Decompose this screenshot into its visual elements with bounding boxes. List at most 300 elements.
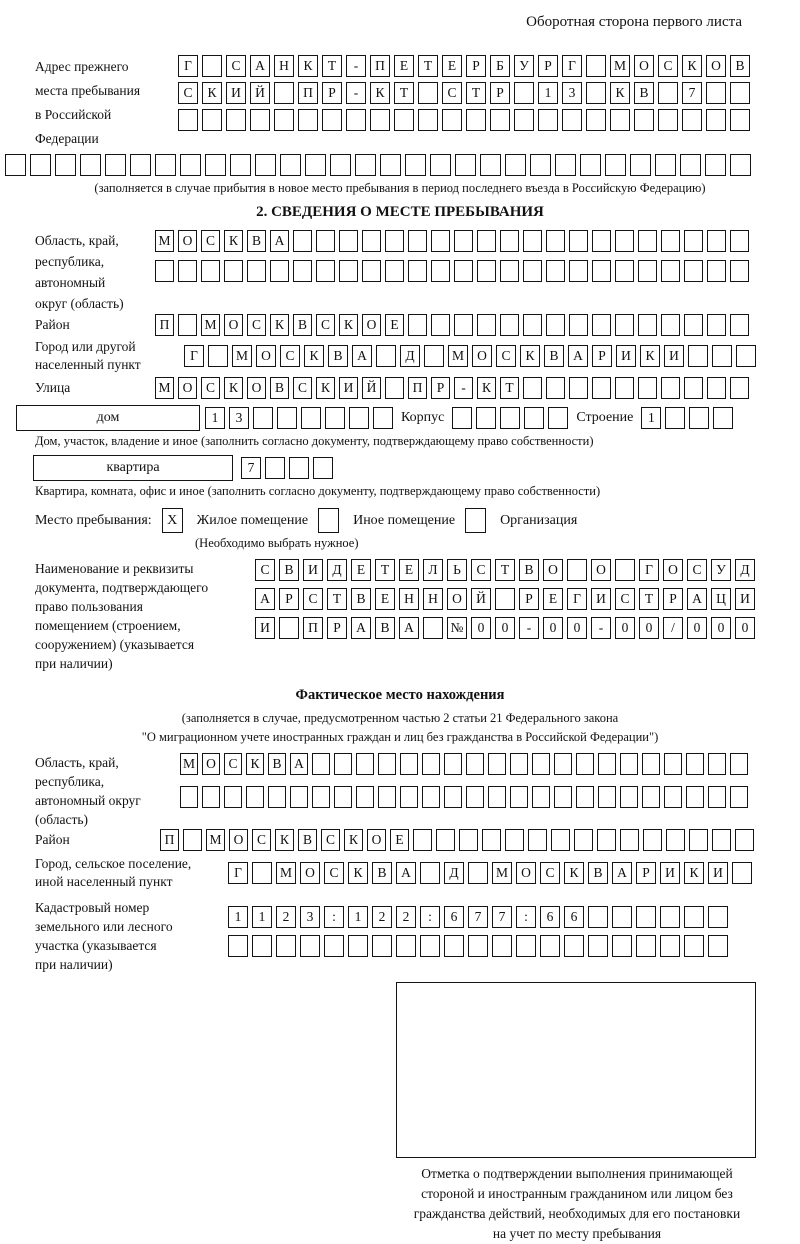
option-zhiloe-label: Жилое помещение xyxy=(196,512,309,528)
char-cell xyxy=(554,753,572,775)
raion-field xyxy=(0,314,800,336)
char-cell xyxy=(293,230,312,252)
char-cell xyxy=(586,82,606,104)
char-cell xyxy=(312,786,330,808)
char-cell: М xyxy=(201,314,220,336)
char-cell xyxy=(480,154,501,176)
char-cell xyxy=(707,260,726,282)
char-cell xyxy=(324,935,344,957)
char-cell xyxy=(356,753,374,775)
ulitsa-field xyxy=(0,377,800,399)
char-cell: В xyxy=(519,559,539,581)
dom-label-box: дом xyxy=(16,405,200,431)
factual-oblast-field xyxy=(0,753,800,829)
oblast-row-1 xyxy=(155,230,749,252)
char-cell xyxy=(488,786,506,808)
stroenie-label: Строение xyxy=(576,410,634,425)
char-cell xyxy=(5,154,26,176)
char-cell: 7 xyxy=(468,906,488,928)
char-cell: О xyxy=(178,230,197,252)
char-cell: О xyxy=(591,559,611,581)
char-cell: С xyxy=(324,862,344,884)
char-cell: - xyxy=(346,55,366,77)
char-cell: К xyxy=(224,377,243,399)
caption-line: "О миграционном учете иностранных граждан и лиц без гражданства в Российской Федерации") xyxy=(141,730,659,744)
char-cell xyxy=(523,260,542,282)
char-cell: М xyxy=(155,377,174,399)
page-side-note: Оборотная сторона первого листа xyxy=(526,14,742,30)
char-cell: К xyxy=(304,345,324,367)
option-inoe-label: Иное помещение xyxy=(353,512,456,528)
char-cell xyxy=(430,154,451,176)
char-cell xyxy=(180,786,198,808)
char-cell xyxy=(713,407,733,429)
char-cell xyxy=(477,314,496,336)
label-line: республика, xyxy=(35,774,105,789)
char-cell xyxy=(313,457,333,479)
label-line: округ (область) xyxy=(35,296,124,311)
char-cell xyxy=(452,407,472,429)
char-cell: У xyxy=(711,559,731,581)
char-cell: А xyxy=(250,55,270,77)
char-cell xyxy=(708,753,726,775)
char-cell xyxy=(255,154,276,176)
char-cell: М xyxy=(180,753,198,775)
char-cell: И xyxy=(303,559,323,581)
char-cell: 1 xyxy=(348,906,368,928)
char-cell xyxy=(615,314,634,336)
char-cell: Й xyxy=(362,377,381,399)
label-line: места пребывания xyxy=(35,83,141,98)
prev-address-row-1 xyxy=(178,55,750,77)
factual-gorod-label xyxy=(0,855,228,891)
char-cell: 0 xyxy=(567,617,587,639)
char-cell xyxy=(665,407,685,429)
label-line: земельного или лесного xyxy=(35,919,173,934)
char-cell xyxy=(316,230,335,252)
char-cell: Е xyxy=(390,829,409,851)
char-cell xyxy=(730,154,751,176)
label-line: участка (указывается xyxy=(35,938,157,953)
stroenie-cells xyxy=(641,407,733,429)
char-cell: 7 xyxy=(682,82,702,104)
char-cell: О xyxy=(447,588,467,610)
ulitsa-label: Улица xyxy=(35,380,71,395)
char-cell xyxy=(252,935,272,957)
document-rows xyxy=(255,559,755,646)
char-cell xyxy=(178,314,197,336)
char-cell: И xyxy=(255,617,275,639)
char-cell xyxy=(638,230,657,252)
char-cell: № xyxy=(447,617,467,639)
char-cell xyxy=(576,753,594,775)
char-cell: Р xyxy=(592,345,612,367)
dom-caption: Дом, участок, владение и иное (заполнить согласно документу, подтверждающему право собственности) xyxy=(35,434,594,448)
char-cell xyxy=(660,935,680,957)
char-cell xyxy=(454,314,473,336)
char-cell: А xyxy=(568,345,588,367)
char-cell xyxy=(682,109,702,131)
char-cell xyxy=(605,154,626,176)
char-cell xyxy=(510,753,528,775)
char-cell: 7 xyxy=(241,457,261,479)
char-cell xyxy=(413,829,432,851)
char-cell: К xyxy=(610,82,630,104)
char-cell xyxy=(312,753,330,775)
char-cell xyxy=(400,786,418,808)
char-cell xyxy=(730,230,749,252)
char-cell: Д xyxy=(735,559,755,581)
oblast-field xyxy=(0,230,800,314)
char-cell xyxy=(638,377,657,399)
char-cell: С xyxy=(178,82,198,104)
char-cell: 1 xyxy=(205,407,225,429)
char-cell xyxy=(664,786,682,808)
oblast-rows xyxy=(155,230,749,290)
char-cell: И xyxy=(226,82,246,104)
char-cell: Д xyxy=(444,862,464,884)
char-cell xyxy=(178,109,198,131)
char-cell: Й xyxy=(471,588,491,610)
char-cell xyxy=(712,345,732,367)
char-cell: Р xyxy=(490,82,510,104)
char-cell: К xyxy=(520,345,540,367)
char-cell xyxy=(630,154,651,176)
char-cell xyxy=(686,753,704,775)
char-cell: Е xyxy=(385,314,404,336)
label-line: при наличии) xyxy=(35,957,113,972)
char-cell xyxy=(436,829,455,851)
char-cell: О xyxy=(663,559,683,581)
checkbox-zhiloe: X xyxy=(162,508,183,533)
caption-line: стороной и иностранным гражданином или лицом без xyxy=(421,1186,733,1201)
char-cell: С xyxy=(201,230,220,252)
char-cell xyxy=(202,55,222,77)
caption-line: (заполняется в случае, предусмотренном частью 2 статьи 21 Федерального закона xyxy=(181,711,619,725)
char-cell xyxy=(708,906,728,928)
char-cell xyxy=(707,377,726,399)
char-cell xyxy=(684,314,703,336)
char-cell xyxy=(454,230,473,252)
char-cell xyxy=(477,230,496,252)
char-cell xyxy=(546,260,565,282)
ulitsa-row xyxy=(155,377,749,399)
char-cell xyxy=(155,154,176,176)
char-cell xyxy=(301,407,321,429)
char-cell xyxy=(707,230,726,252)
label-line: Город или другой xyxy=(35,339,136,354)
prev-address-caption: (заполняется в случае прибытия в новое место пребывания в период последнего въезда в Российскую Федерацию) xyxy=(94,181,706,195)
char-cell: О xyxy=(367,829,386,851)
char-cell xyxy=(224,260,243,282)
char-cell: В xyxy=(351,588,371,610)
char-cell: В xyxy=(588,862,608,884)
char-cell: Р xyxy=(279,588,299,610)
char-cell: П xyxy=(370,55,390,77)
caption-line: на учет по месту пребывания xyxy=(492,1226,662,1241)
char-cell xyxy=(201,260,220,282)
char-cell: 3 xyxy=(229,407,249,429)
char-cell: Г xyxy=(228,862,248,884)
char-cell: К xyxy=(246,753,264,775)
char-cell: В xyxy=(328,345,348,367)
char-cell xyxy=(735,829,754,851)
char-cell xyxy=(500,230,519,252)
char-cell xyxy=(378,786,396,808)
char-cell: А xyxy=(399,617,419,639)
char-cell: К xyxy=(339,314,358,336)
char-cell xyxy=(730,753,748,775)
char-cell xyxy=(495,588,515,610)
char-cell xyxy=(620,786,638,808)
char-cell: О xyxy=(362,314,381,336)
char-cell: С xyxy=(252,829,271,851)
char-cell xyxy=(580,154,601,176)
char-cell: 0 xyxy=(615,617,635,639)
char-cell: О xyxy=(178,377,197,399)
char-cell: М xyxy=(232,345,252,367)
char-cell: 1 xyxy=(252,906,272,928)
char-cell: И xyxy=(591,588,611,610)
char-cell xyxy=(394,109,414,131)
char-cell: 0 xyxy=(735,617,755,639)
prev-address-row-full xyxy=(5,154,800,176)
char-cell: Ь xyxy=(447,559,467,581)
char-cell xyxy=(615,559,635,581)
char-cell xyxy=(523,314,542,336)
korpus-label: Корпус xyxy=(401,410,445,425)
char-cell: 6 xyxy=(540,906,560,928)
document-row-1 xyxy=(255,559,755,581)
prev-address-label xyxy=(0,55,178,151)
char-cell: Р xyxy=(538,55,558,77)
char-cell xyxy=(532,786,550,808)
char-cell xyxy=(444,753,462,775)
char-cell xyxy=(530,154,551,176)
char-cell: В xyxy=(375,617,395,639)
char-cell: Г xyxy=(562,55,582,77)
char-cell xyxy=(661,314,680,336)
char-cell xyxy=(396,935,416,957)
kvartira-caption: Квартира, комната, офис и иное (заполнить согласно документу, подтверждающему право собственности) xyxy=(35,484,601,498)
char-cell: Т xyxy=(500,377,519,399)
char-cell: В xyxy=(247,230,266,252)
oblast-label xyxy=(0,230,155,314)
factual-oblast-row-1 xyxy=(180,753,748,775)
char-cell xyxy=(732,862,752,884)
char-cell xyxy=(276,935,296,957)
char-cell: К xyxy=(202,82,222,104)
char-cell xyxy=(706,82,726,104)
char-cell xyxy=(279,617,299,639)
char-cell: Б xyxy=(490,55,510,77)
char-cell xyxy=(612,906,632,928)
factual-caption xyxy=(0,709,800,747)
char-cell xyxy=(592,377,611,399)
char-cell: : xyxy=(516,906,536,928)
label-line: автономный округ xyxy=(35,793,141,808)
char-cell xyxy=(325,407,345,429)
char-cell: О xyxy=(256,345,276,367)
char-cell: И xyxy=(708,862,728,884)
char-cell xyxy=(339,230,358,252)
char-cell xyxy=(500,314,519,336)
label-line: Адрес прежнего xyxy=(35,59,129,74)
char-cell xyxy=(376,345,396,367)
char-cell: А xyxy=(255,588,275,610)
document-label xyxy=(0,559,255,673)
char-cell xyxy=(444,935,464,957)
char-cell: Е xyxy=(351,559,371,581)
char-cell xyxy=(274,82,294,104)
char-cell xyxy=(378,753,396,775)
char-cell xyxy=(408,230,427,252)
factual-gorod-row xyxy=(228,862,752,884)
char-cell xyxy=(492,935,512,957)
char-cell xyxy=(551,829,570,851)
char-cell xyxy=(736,345,756,367)
char-cell: Е xyxy=(543,588,563,610)
char-cell xyxy=(322,109,342,131)
confirmation-stamp-box xyxy=(396,982,756,1158)
char-cell xyxy=(615,230,634,252)
char-cell xyxy=(689,407,709,429)
char-cell: О xyxy=(543,559,563,581)
char-cell xyxy=(289,457,309,479)
label-line: Наименование и реквизиты xyxy=(35,561,194,576)
char-cell: Е xyxy=(394,55,414,77)
char-cell xyxy=(423,617,443,639)
char-cell xyxy=(305,154,326,176)
char-cell xyxy=(548,407,568,429)
char-cell xyxy=(362,230,381,252)
char-cell: Ц xyxy=(711,588,731,610)
oblast-row-2 xyxy=(155,260,749,282)
char-cell xyxy=(422,753,440,775)
char-cell: А xyxy=(351,617,371,639)
char-cell xyxy=(370,109,390,131)
char-cell: М xyxy=(610,55,630,77)
char-cell xyxy=(569,260,588,282)
char-cell xyxy=(569,314,588,336)
char-cell xyxy=(546,377,565,399)
factual-title: Фактическое место нахождения xyxy=(295,687,505,703)
char-cell xyxy=(514,82,534,104)
prev-address-rows xyxy=(178,55,750,136)
gorod-field xyxy=(0,338,800,374)
kvartira-cells xyxy=(241,457,333,479)
char-cell: Т xyxy=(418,55,438,77)
char-cell xyxy=(688,345,708,367)
char-cell xyxy=(514,109,534,131)
char-cell xyxy=(592,260,611,282)
gorod-label xyxy=(0,338,184,374)
char-cell: А xyxy=(270,230,289,252)
char-cell: 0 xyxy=(687,617,707,639)
char-cell xyxy=(208,345,228,367)
char-cell: П xyxy=(160,829,179,851)
char-cell xyxy=(642,786,660,808)
char-cell xyxy=(405,154,426,176)
char-cell xyxy=(661,377,680,399)
stamp-caption xyxy=(352,1164,800,1244)
char-cell: Т xyxy=(327,588,347,610)
cadastre-field xyxy=(0,898,800,974)
char-cell: К xyxy=(270,314,289,336)
label-line: Город, сельское поселение, xyxy=(35,856,192,871)
char-cell xyxy=(664,753,682,775)
char-cell xyxy=(226,109,246,131)
char-cell: 2 xyxy=(276,906,296,928)
char-cell xyxy=(546,230,565,252)
char-cell xyxy=(468,862,488,884)
char-cell xyxy=(661,230,680,252)
char-cell: К xyxy=(640,345,660,367)
char-cell: - xyxy=(519,617,539,639)
char-cell: О xyxy=(229,829,248,851)
char-cell xyxy=(270,260,289,282)
char-cell: 6 xyxy=(444,906,464,928)
char-cell: А xyxy=(290,753,308,775)
char-cell xyxy=(636,906,656,928)
dom-cells xyxy=(205,407,393,429)
label-line: (область) xyxy=(35,812,89,827)
char-cell: С xyxy=(303,588,323,610)
char-cell xyxy=(178,260,197,282)
char-cell: Г xyxy=(178,55,198,77)
char-cell: Н xyxy=(423,588,443,610)
char-cell: 2 xyxy=(372,906,392,928)
char-cell: В xyxy=(298,829,317,851)
char-cell: Т xyxy=(322,55,342,77)
char-cell: 0 xyxy=(471,617,491,639)
char-cell xyxy=(316,260,335,282)
char-cell xyxy=(598,753,616,775)
char-cell: Д xyxy=(327,559,347,581)
char-cell xyxy=(290,786,308,808)
char-cell: С xyxy=(321,829,340,851)
char-cell xyxy=(684,260,703,282)
char-cell: 7 xyxy=(492,906,512,928)
document-row-2 xyxy=(255,588,755,610)
char-cell: 1 xyxy=(538,82,558,104)
char-cell xyxy=(455,154,476,176)
char-cell xyxy=(586,109,606,131)
char-cell xyxy=(680,154,701,176)
char-cell xyxy=(564,935,584,957)
label-line: Область, край, xyxy=(35,233,119,248)
char-cell xyxy=(555,154,576,176)
char-cell xyxy=(431,314,450,336)
char-cell: Н xyxy=(274,55,294,77)
char-cell xyxy=(500,407,520,429)
caption-line: гражданства действий, необходимых для его постановки xyxy=(413,1206,741,1221)
char-cell: : xyxy=(324,906,344,928)
char-cell xyxy=(355,154,376,176)
checkbox-inoe xyxy=(318,508,339,533)
char-cell: Е xyxy=(442,55,462,77)
char-cell xyxy=(643,829,662,851)
char-cell: М xyxy=(155,230,174,252)
char-cell xyxy=(252,862,272,884)
section2-title: 2. СВЕДЕНИЯ О МЕСТЕ ПРЕБЫВАНИЯ xyxy=(256,204,544,220)
char-cell xyxy=(466,786,484,808)
char-cell: К xyxy=(370,82,390,104)
char-cell: - xyxy=(591,617,611,639)
char-cell xyxy=(638,314,657,336)
factual-gorod-field xyxy=(0,855,800,891)
char-cell: 2 xyxy=(396,906,416,928)
